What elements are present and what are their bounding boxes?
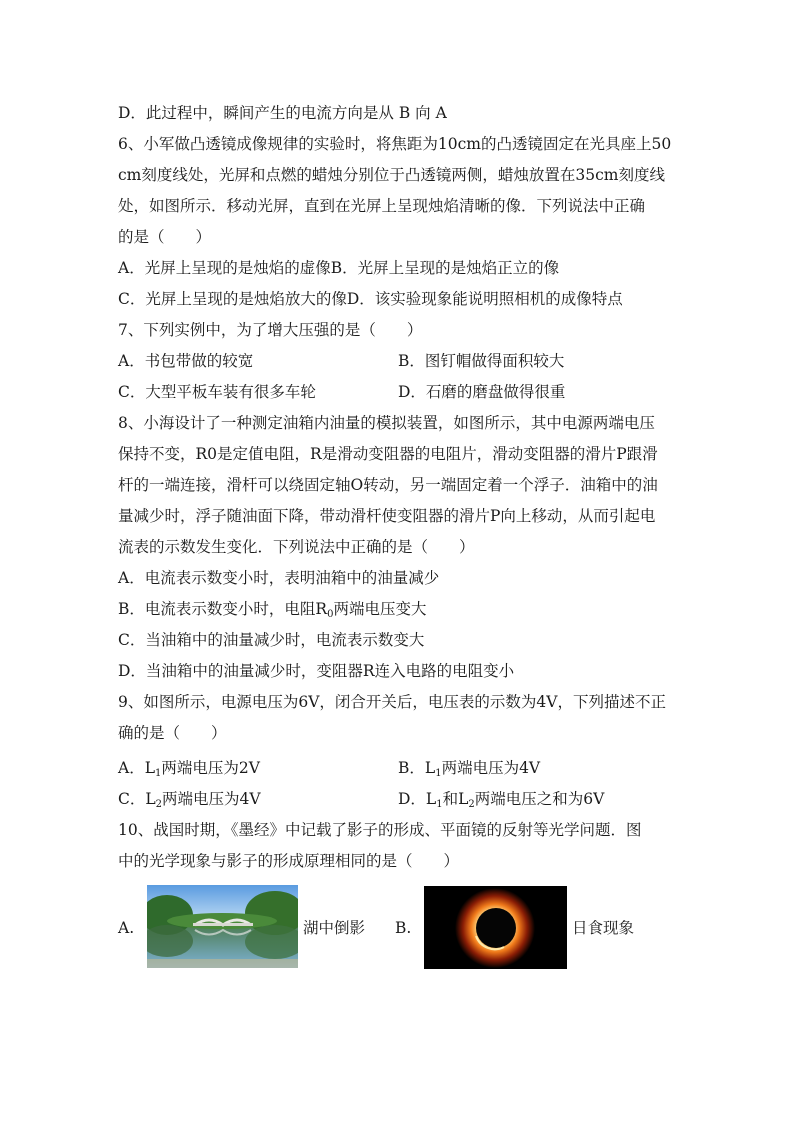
q7-stem: 7、下列实例中，为了增大压强的是（ ） [118,321,423,339]
q10-option-b-caption: 日食现象 [572,919,635,937]
q10-stem-line-2: 中的光学现象与影子的形成原理相同的是（ ） [118,852,460,870]
q7-option-d: D．石磨的磨盘做得很重 [398,383,566,401]
q9-option-b-tail: 两端电压为4V [441,759,541,777]
q9-option-c-tail: 两端电压为4V [162,790,261,808]
q9-option-d-subscript-2: 2 [468,799,475,810]
q6-stem-line-1: 6、小军做凸透镜成像规律的实验时，将焦距为10cm的凸透镜固定在光具座上50 [118,135,672,153]
q7-options-row-1 [118,351,678,371]
q9-option-a [118,759,260,777]
solar-eclipse-image [424,886,567,969]
q8-stem-line-5: 流表的示数发生变化．下列说法中正确的是（ ） [118,538,475,556]
q9-option-a-tail: 两端电压为2V [161,759,260,777]
q7-option-c: C．大型平板车装有很多车轮 [118,383,316,401]
q9-option-d-subscript-1: 1 [436,799,443,810]
q9-option-b [398,758,540,778]
q9-option-c [118,790,261,808]
q9-stem-line-2: 确的是（ ） [118,724,227,742]
q8-option-d: D．当油箱中的油量减少时，变阻器R连入电路的电阻变小 [118,662,515,680]
q6-options-ab: A．光屏上呈现的是烛焰的虚像B．光屏上呈现的是烛焰正立的像 [118,259,560,277]
q8-stem-line-4: 量减少时，浮子随油面下降，带动滑杆使变阻器的滑片P向上移动，从而引起电 [118,507,656,525]
q7-option-b: B．图钉帽做得面积较大 [398,352,565,370]
q8-stem-line-3: 杆的一端连接，滑杆可以绕固定轴O转动，另一端固定着一个浮子．油箱中的油 [118,476,658,494]
q8-option-a: A．电流表示数变小时，表明油箱中的油量减少 [118,569,440,587]
q8-option-b-tail: 两端电压变大 [333,600,427,618]
q9-options-row-2 [118,789,678,809]
q8-option-b-subscript: 0 [327,609,334,620]
q10-option-a-letter: A. [118,919,135,937]
q10-stem-line-1: 10、战国时期，《墨经》中记载了影子的形成、平面镜的反射等光学问题．图 [118,821,642,839]
q9-option-a-subscript: 1 [155,768,162,779]
q6-stem-line-4: 的是（ ） [118,228,212,246]
q6-stem-line-2: cm刻度线处，光屏和点燃的蜡烛分别位于凸透镜两侧，蜡烛放置在35cm刻度线 [118,166,665,184]
lake-reflection-image [147,885,298,968]
q9-option-d [398,789,604,809]
q8-stem-line-1: 8、小海设计了一种测定油箱内油量的模拟装置，如图所示，其中电源两端电压 [118,414,655,432]
q9-option-b-text: B．L [398,759,436,777]
q10-option-b-letter: B. [395,919,412,937]
q9-option-c-text: C．L [118,790,156,808]
q9-option-b-subscript: 1 [435,768,442,779]
q8-option-b [118,599,678,619]
q8-stem-line-2: 保持不变，R0是定值电阻，R是滑动变阻器的电阻片，滑动变阻器的滑片P跟滑 [118,445,658,463]
q6-options-cd: C．光屏上呈现的是烛焰放大的像D．该实验现象能说明照相机的成像特点 [118,290,623,308]
q9-options-row-1 [118,758,678,778]
q6-stem-line-3: 处，如图所示．移动光屏，直到在光屏上呈现烛焰清晰的像．下列说法中正确 [118,197,646,215]
q9-option-a-text: A．L [118,759,155,777]
q9-option-d-tail: 两端电压之和为6V [474,790,605,808]
q9-option-d-text: D．L [398,790,437,808]
q9-option-c-subscript: 2 [155,799,163,810]
q7-options-row-2 [118,382,678,402]
q9-stem-line-1: 9、如图所示，电源电压为6V，闭合开关后，电压表的示数为4V，下列描述不正 [118,693,666,711]
q8-option-c: C．当油箱中的油量减少时，电流表示数变大 [118,631,425,649]
q10-option-a-caption: 湖中倒影 [303,919,366,937]
q9-option-d-middle: 和L [442,790,469,808]
q7-option-a: A．书包带做的较宽 [118,352,254,370]
q8-option-b-text: B．电流表示数变小时，电阻R [118,600,328,618]
q5-option-d: D．此过程中，瞬间产生的电流方向是从 B 向 A [118,104,447,122]
